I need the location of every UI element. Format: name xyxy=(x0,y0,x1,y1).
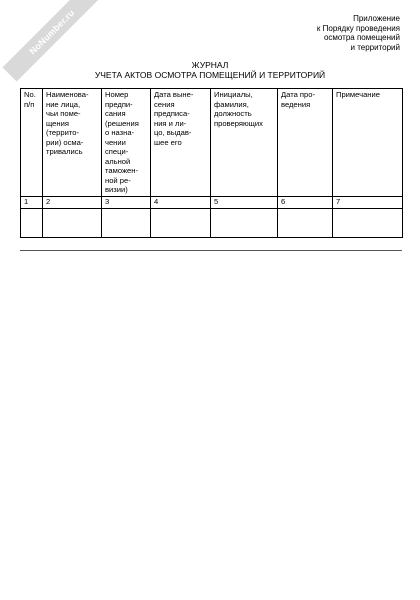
header-cell xyxy=(43,89,102,197)
header-line: No. xyxy=(24,90,36,99)
header-line: п/п xyxy=(24,99,35,109)
title-line-subject: УЧЕТА АКТОВ ОСМОТРА ПОМЕЩЕНИЙ И ТЕРРИТОРИЙ xyxy=(94,70,326,80)
table-cell xyxy=(102,208,151,237)
header-line: предписа- xyxy=(154,109,190,118)
journal-table xyxy=(20,88,403,238)
header-line: о назна- xyxy=(105,128,135,137)
column-number-cell: 5 xyxy=(211,196,278,208)
header-line: фамилия, xyxy=(214,99,249,109)
column-number-cell: 7 xyxy=(333,196,403,208)
appendix-line: осмотра помещений xyxy=(323,33,400,42)
header-cell xyxy=(21,89,43,197)
header-line: рии) осма- xyxy=(46,137,84,147)
column-number-cell: 2 xyxy=(43,196,102,208)
header-line: (террито- xyxy=(46,128,79,137)
header-cell xyxy=(278,89,333,197)
header-line: Инициалы, xyxy=(214,90,253,99)
header-line: Дата выне- xyxy=(154,90,194,99)
table-cell xyxy=(43,208,102,237)
header-cell xyxy=(102,89,151,197)
header-cell xyxy=(151,89,211,197)
document-title xyxy=(20,60,400,80)
page-divider xyxy=(20,250,402,251)
header-line: ния и ли- xyxy=(154,118,187,128)
header-line: Наименова- xyxy=(46,90,89,99)
table-cell xyxy=(333,208,403,237)
table-cell xyxy=(278,208,333,237)
header-line: сения xyxy=(154,99,175,109)
header-line: ние лица, xyxy=(46,99,81,109)
header-line: цо, выдав- xyxy=(154,128,192,137)
header-line: специ- xyxy=(105,147,129,156)
header-line: визии) xyxy=(105,185,128,194)
header-line: проверяющих xyxy=(214,118,263,128)
header-line: тривались xyxy=(46,147,83,156)
appendix-line: и территорий xyxy=(350,42,400,52)
header-line: таможен- xyxy=(105,166,139,175)
column-number-row xyxy=(21,196,403,208)
table-header-row xyxy=(21,89,403,197)
header-line: (решения xyxy=(105,118,139,128)
header-line: щения xyxy=(46,118,69,128)
header-line: должность xyxy=(214,109,252,118)
header-cell xyxy=(211,89,278,197)
table-cell xyxy=(211,208,278,237)
header-line: Дата про- xyxy=(281,90,316,99)
table-cell xyxy=(21,208,43,237)
watermark-text: NoNumber.ru xyxy=(27,7,77,57)
header-line: альной xyxy=(105,156,131,166)
header-line: шее его xyxy=(154,137,182,147)
column-number-cell: 1 xyxy=(21,196,43,208)
header-line: ной ре- xyxy=(105,175,131,185)
header-line: Номер xyxy=(105,90,129,99)
header-line: чении xyxy=(105,137,126,147)
header-line: сания xyxy=(105,109,126,118)
header-line: Примечание xyxy=(336,90,380,99)
appendix-line: к Порядку проведения xyxy=(316,23,400,33)
appendix-line: Приложение xyxy=(353,14,400,23)
header-line: ведения xyxy=(281,99,311,109)
table-row xyxy=(21,208,403,237)
table-cell xyxy=(151,208,211,237)
header-line: предпи- xyxy=(105,99,133,109)
appendix-note xyxy=(317,14,400,52)
column-number-cell: 4 xyxy=(151,196,211,208)
header-line: чьи поме- xyxy=(46,109,81,118)
header-cell xyxy=(333,89,403,197)
column-number-cell: 3 xyxy=(102,196,151,208)
column-number-cell: 6 xyxy=(278,196,333,208)
title-line-journal: ЖУРНАЛ xyxy=(191,60,229,70)
